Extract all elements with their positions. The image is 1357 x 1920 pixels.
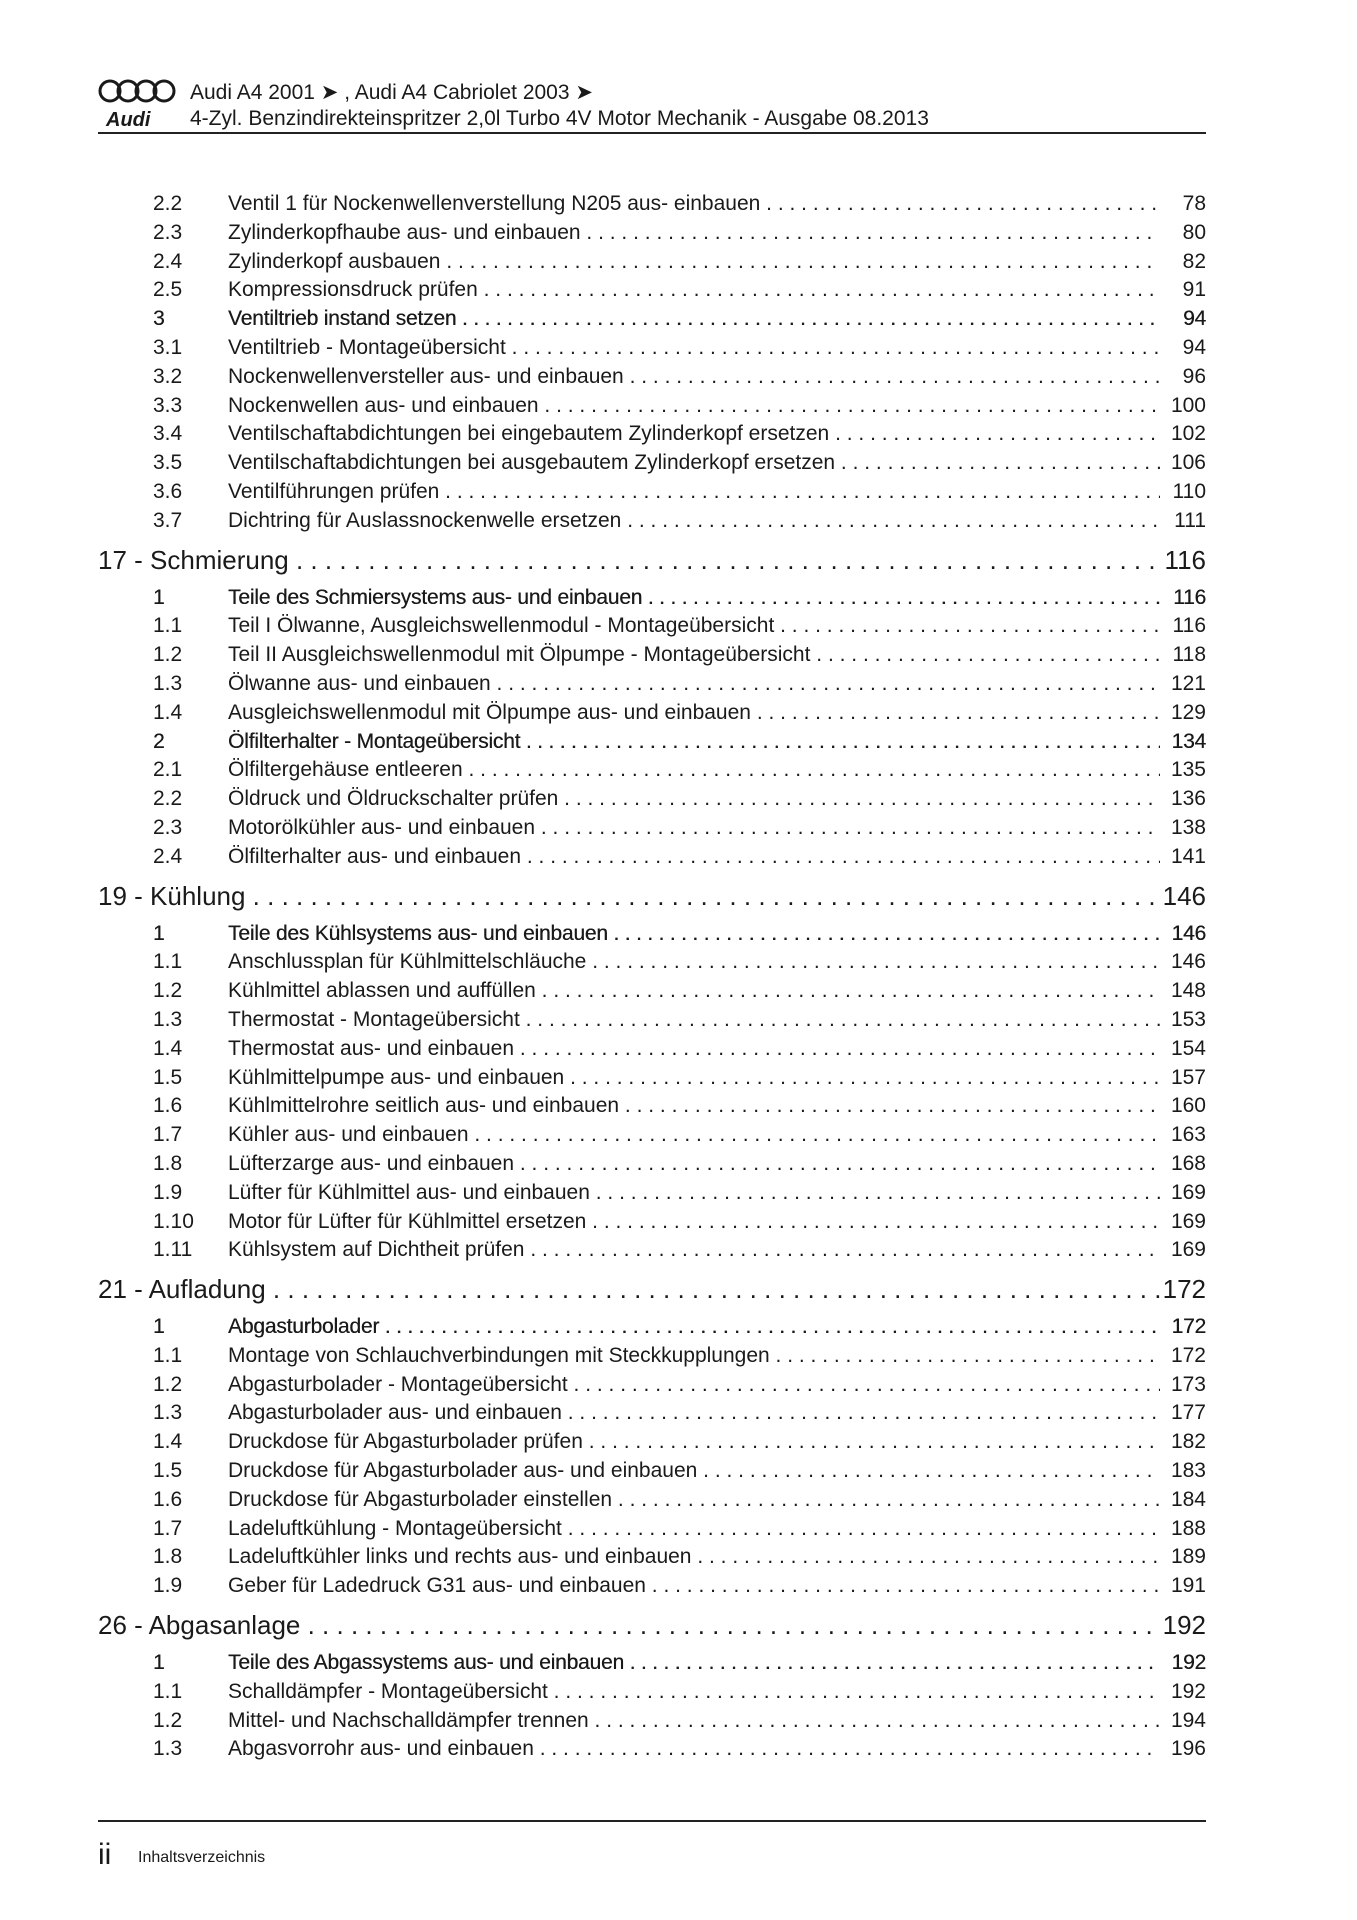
toc-subsection[interactable] (98, 1514, 1206, 1543)
logo-text: Audi (106, 109, 151, 131)
toc-subsection[interactable] (98, 842, 1206, 871)
toc-subsection[interactable] (98, 333, 1206, 362)
entry-title: Thermostat aus- und einbauen . . . (228, 1037, 1160, 1061)
entry-page: 102 (1170, 422, 1206, 446)
toc-chapter[interactable] (98, 871, 1206, 919)
entry-title: Lüfter für Kühlmittel aus- und einbauen . . . (228, 1181, 1160, 1205)
entry-number: 1.2 (153, 1372, 183, 1396)
entry-title: Kühlsystem auf Dichtheit prüfen . . . (228, 1238, 1160, 1262)
entry-page: 153 (1170, 1007, 1206, 1031)
entry-page: 91 (1182, 278, 1206, 302)
page-number: ii (98, 1838, 112, 1871)
toc-subsection[interactable] (98, 218, 1206, 247)
toc-section[interactable] (98, 1648, 1206, 1677)
toc-subsection[interactable] (98, 611, 1206, 640)
entry-number: 3.5 (153, 451, 183, 475)
chapter-title: 17 - Schmierung . . . (98, 545, 1160, 576)
entry-title: Ölwanne aus- und einbauen . . . (228, 672, 1160, 696)
entry-number: 1.2 (153, 979, 183, 1003)
toc-subsection[interactable] (98, 1063, 1206, 1092)
toc-subsection[interactable] (98, 247, 1206, 276)
entry-number: 1.1 (153, 614, 183, 638)
entry-number: 3.3 (153, 393, 183, 417)
entry-number: 2.3 (153, 815, 183, 839)
table-of-contents (98, 189, 1206, 1763)
toc-subsection[interactable] (98, 1235, 1206, 1264)
entry-title: Abgasturbolader . . . (228, 1315, 1160, 1339)
entry-page: 110 (1172, 479, 1206, 503)
entry-number: 1.7 (153, 1516, 183, 1540)
entry-number: 1.6 (153, 1487, 183, 1511)
entry-page: 80 (1182, 220, 1206, 244)
toc-subsection[interactable] (98, 1427, 1206, 1456)
entry-number: 2.2 (153, 192, 183, 215)
entry-title: Ventilschaftabdichtungen bei ausgebautem Zylinderkopf ersetzen . . . (228, 451, 1160, 475)
entry-number: 1.7 (153, 1123, 183, 1147)
entry-number: 1.1 (153, 1343, 183, 1367)
entry-number: 1.5 (153, 1459, 183, 1483)
toc-subsection[interactable] (98, 1398, 1206, 1427)
entry-title: Anschlussplan für Kühlmittelschläuche . . . (228, 950, 1160, 974)
toc-chapter[interactable] (98, 1264, 1206, 1312)
entry-title: Öldruck und Öldruckschalter prüfen . . . (228, 787, 1160, 811)
entry-page: 146 (1170, 950, 1206, 974)
toc-subsection[interactable] (98, 1120, 1206, 1149)
entry-title: Schalldämpfer - Montageübersicht . . . (228, 1680, 1160, 1704)
toc-subsection[interactable] (98, 419, 1206, 448)
chapter-page: 172 (1162, 1274, 1206, 1305)
toc-subsection[interactable] (98, 1677, 1206, 1706)
entry-page: 106 (1170, 451, 1206, 475)
toc-subsection[interactable] (98, 1456, 1206, 1485)
entry-title: Abgasturbolader - Montageübersicht . . . (228, 1373, 1160, 1397)
entry-title: Ölfilterhalter - Montageübersicht . . . (228, 730, 1160, 754)
entry-page: 111 (1174, 508, 1206, 532)
entry-page: 78 (1182, 192, 1206, 215)
entry-page: 148 (1170, 979, 1206, 1003)
entry-page: 154 (1170, 1036, 1206, 1060)
toc-subsection[interactable] (98, 275, 1206, 304)
entry-title: Dichtring für Auslassnockenwelle ersetzen . . . (228, 509, 1160, 533)
entry-title: Ladeluftkühler links und rechts aus- und einbauen . . . (228, 1545, 1160, 1569)
entry-title: Kühlmittelrohre seitlich aus- und einbauen . . . (228, 1094, 1160, 1118)
entry-number: 1.3 (153, 1401, 183, 1425)
toc-subsection[interactable] (98, 189, 1206, 218)
page-header (98, 76, 1206, 136)
chapter-title: 21 - Aufladung . . . (98, 1274, 1160, 1305)
toc-chapter[interactable] (98, 535, 1206, 583)
entry-title: Kompressionsdruck prüfen . . . (228, 278, 1160, 302)
entry-number: 1.5 (153, 1065, 183, 1089)
entry-page: 183 (1170, 1459, 1206, 1483)
entry-number: 1.3 (153, 671, 183, 695)
entry-number: 1.9 (153, 1180, 183, 1204)
entry-title: Ventilschaftabdichtungen bei eingebautem Zylinderkopf ersetzen . . . (228, 422, 1160, 446)
entry-page: 146 (1171, 921, 1206, 945)
entry-number: 1 (153, 1651, 165, 1675)
entry-number: 1.9 (153, 1574, 183, 1598)
toc-subsection[interactable] (98, 669, 1206, 698)
toc-subsection[interactable] (98, 1034, 1206, 1063)
entry-page: 94 (1182, 335, 1206, 359)
entry-number: 1.2 (153, 1708, 183, 1732)
entry-page: 192 (1171, 1651, 1206, 1675)
entry-page: 136 (1170, 787, 1206, 811)
entry-title: Ventilführungen prüfen . . . (228, 480, 1160, 504)
entry-title: Teil I Ölwanne, Ausgleichswellenmodul - Montageübersicht . . . (228, 614, 1160, 638)
entry-number: 3.7 (153, 508, 183, 532)
entry-title: Geber für Ladedruck G31 aus- und einbauen . . . (228, 1574, 1160, 1598)
toc-subsection[interactable] (98, 1370, 1206, 1399)
toc-subsection[interactable] (98, 1341, 1206, 1370)
entry-title: Abgasvorrohr aus- und einbauen . . . (228, 1737, 1160, 1761)
entry-number: 3.1 (153, 335, 183, 359)
entry-page: 129 (1170, 700, 1206, 724)
chapter-title: 19 - Kühlung . . . (98, 881, 1160, 912)
entry-number: 3.2 (153, 364, 183, 388)
entry-title: Ausgleichswellenmodul mit Ölpumpe aus- und einbauen . . . (228, 701, 1160, 725)
entry-page: 157 (1170, 1065, 1206, 1089)
toc-subsection[interactable] (98, 1178, 1206, 1207)
entry-number: 1 (153, 1315, 165, 1339)
footer-label: Inhaltsverzeichnis (138, 1849, 266, 1866)
entry-title: Teile des Kühlsystems aus- und einbauen . . . (228, 922, 1160, 946)
toc-subsection[interactable] (98, 477, 1206, 506)
entry-title: Teile des Abgassystems aus- und einbauen . . . (228, 1651, 1160, 1675)
entry-number: 2.5 (153, 278, 183, 302)
entry-number: 2.3 (153, 220, 183, 244)
toc-section[interactable] (98, 1312, 1206, 1341)
entry-number: 1.4 (153, 1036, 183, 1060)
entry-page: 191 (1170, 1574, 1206, 1598)
toc-subsection[interactable] (98, 755, 1206, 784)
entry-page: 177 (1170, 1401, 1206, 1425)
entry-title: Lüfterzarge aus- und einbauen . . . (228, 1152, 1160, 1176)
entry-page: 118 (1172, 643, 1206, 667)
entry-number: 1.6 (153, 1094, 183, 1118)
chapter-page: 116 (1164, 544, 1206, 575)
entry-page: 121 (1170, 671, 1206, 695)
entry-title: Ventiltrieb - Montageübersicht . . . (228, 336, 1160, 360)
entry-page: 169 (1170, 1238, 1206, 1262)
entry-number: 2 (153, 729, 165, 753)
toc-subsection[interactable] (98, 1149, 1206, 1178)
entry-page: 96 (1182, 364, 1206, 388)
entry-title: Ventil 1 für Nockenwellenverstellung N205 aus- einbauen . . . (228, 192, 1160, 216)
entry-number: 3.6 (153, 479, 183, 503)
toc-subsection[interactable] (98, 1005, 1206, 1034)
entry-page: 196 (1170, 1737, 1206, 1761)
entry-number: 3.4 (153, 422, 183, 446)
toc-subsection[interactable] (98, 640, 1206, 669)
entry-number: 1.8 (153, 1151, 183, 1175)
footer-divider (98, 1820, 1206, 1822)
toc-subsection[interactable] (98, 1571, 1206, 1600)
entry-title: Nockenwellen aus- und einbauen . . . (228, 394, 1160, 418)
entry-number: 1.3 (153, 1737, 183, 1761)
entry-title: Thermostat - Montageübersicht . . . (228, 1008, 1160, 1032)
entry-title: Motorölkühler aus- und einbauen . . . (228, 816, 1160, 840)
entry-number: 2.4 (153, 844, 183, 868)
entry-page: 194 (1170, 1708, 1206, 1732)
entry-number: 1.2 (153, 643, 183, 667)
entry-number: 2.1 (153, 758, 183, 782)
entry-title: Mittel- und Nachschalldämpfer trennen . . . (228, 1709, 1160, 1733)
entry-title: Zylinderkopfhaube aus- und einbauen . . . (228, 221, 1160, 245)
entry-number: 1.10 (153, 1209, 194, 1233)
entry-page: 135 (1170, 758, 1206, 782)
entry-number: 3 (153, 307, 165, 331)
toc-subsection[interactable] (98, 1485, 1206, 1514)
entry-number: 1.8 (153, 1545, 183, 1569)
entry-page: 182 (1170, 1430, 1206, 1454)
toc-subsection[interactable] (98, 813, 1206, 842)
toc-subsection[interactable] (98, 1542, 1206, 1571)
toc-section[interactable] (98, 727, 1206, 756)
entry-title: Teil II Ausgleichswellenmodul mit Ölpumpe - Montageübersicht . . . (228, 643, 1160, 667)
toc-subsection[interactable] (98, 1207, 1206, 1236)
entry-title: Motor für Lüfter für Kühlmittel ersetzen . . . (228, 1210, 1160, 1234)
entry-number: 2.4 (153, 249, 183, 273)
entry-page: 173 (1170, 1372, 1206, 1396)
entry-title: Montage von Schlauchverbindungen mit Steckkupplungen . . . (228, 1344, 1160, 1368)
toc-subsection[interactable] (98, 1091, 1206, 1120)
entry-page: 163 (1170, 1123, 1206, 1147)
entry-page: 134 (1171, 729, 1206, 753)
entry-title: Kühlmittel ablassen und auffüllen . . . (228, 979, 1160, 1003)
entry-page: 168 (1170, 1151, 1206, 1175)
entry-title: Teile des Schmiersystems aus- und einbauen . . . (228, 586, 1160, 610)
entry-page: 82 (1182, 249, 1206, 273)
entry-number: 1.4 (153, 1430, 183, 1454)
toc-subsection[interactable] (98, 391, 1206, 420)
entry-title: Abgasturbolader aus- und einbauen . . . (228, 1401, 1160, 1425)
entry-title: Druckdose für Abgasturbolader prüfen . . . (228, 1430, 1160, 1454)
entry-title: Ladeluftkühlung - Montageübersicht . . . (228, 1517, 1160, 1541)
entry-title: Druckdose für Abgasturbolader einstellen . . . (228, 1488, 1160, 1512)
entry-title: Ölfiltergehäuse entleeren . . . (228, 758, 1160, 782)
toc-subsection[interactable] (98, 506, 1206, 535)
entry-number: 1.3 (153, 1007, 183, 1031)
entry-page: 160 (1170, 1094, 1206, 1118)
audi-logo-icon (98, 76, 180, 136)
entry-page: 192 (1170, 1679, 1206, 1703)
chapter-title: 26 - Abgasanlage . . . (98, 1610, 1160, 1641)
toc-subsection[interactable] (98, 947, 1206, 976)
entry-title: Zylinderkopf ausbauen . . . (228, 250, 1160, 274)
entry-page: 172 (1171, 1315, 1206, 1339)
header-divider (98, 132, 1206, 134)
entry-page: 138 (1170, 815, 1206, 839)
entry-number: 1.1 (153, 1679, 183, 1703)
entry-page: 172 (1170, 1343, 1206, 1367)
toc-subsection[interactable] (98, 976, 1206, 1005)
header-title: Audi A4 2001 ➤ , Audi A4 Cabriolet 2003 ➤ (190, 81, 593, 104)
entry-number: 1 (153, 585, 165, 609)
entry-page: 116 (1172, 614, 1206, 638)
entry-title: Ölfilterhalter aus- und einbauen . . . (228, 845, 1160, 869)
entry-title: Nockenwellenversteller aus- und einbauen . . . (228, 365, 1160, 389)
entry-number: 2.2 (153, 787, 183, 811)
chapter-page: 146 (1162, 880, 1206, 911)
toc-section[interactable] (98, 304, 1206, 333)
entry-page: 141 (1170, 844, 1206, 868)
entry-title: Ventiltrieb instand setzen . . . (228, 307, 1160, 331)
entry-page: 189 (1170, 1545, 1206, 1569)
toc-subsection[interactable] (98, 698, 1206, 727)
entry-number: 1 (153, 921, 165, 945)
entry-number: 1.4 (153, 700, 183, 724)
header-subtitle: 4-Zyl. Benzindirekteinspritzer 2,0l Turbo 4V Motor Mechanik - Ausgabe 08.2013 (190, 107, 929, 130)
entry-page: 184 (1170, 1487, 1206, 1511)
toc-subsection[interactable] (98, 362, 1206, 391)
entry-page: 169 (1170, 1180, 1206, 1204)
entry-page: 169 (1170, 1209, 1206, 1233)
entry-title: Kühler aus- und einbauen . . . (228, 1123, 1160, 1147)
entry-title: Kühlmittelpumpe aus- und einbauen . . . (228, 1066, 1160, 1090)
toc-section[interactable] (98, 583, 1206, 612)
chapter-page: 192 (1162, 1610, 1206, 1641)
toc-subsection[interactable] (98, 1734, 1206, 1763)
entry-page: 188 (1170, 1516, 1206, 1540)
entry-page: 100 (1170, 393, 1206, 417)
entry-number: 1.11 (153, 1238, 193, 1262)
entry-number: 1.1 (153, 950, 183, 974)
toc-subsection[interactable] (98, 784, 1206, 813)
entry-title: Druckdose für Abgasturbolader aus- und einbauen . . . (228, 1459, 1160, 1483)
entry-page: 94 (1183, 307, 1206, 331)
toc-subsection[interactable] (98, 1706, 1206, 1735)
toc-chapter[interactable] (98, 1600, 1206, 1648)
toc-section[interactable] (98, 919, 1206, 948)
toc-subsection[interactable] (98, 448, 1206, 477)
entry-page: 116 (1173, 585, 1206, 609)
